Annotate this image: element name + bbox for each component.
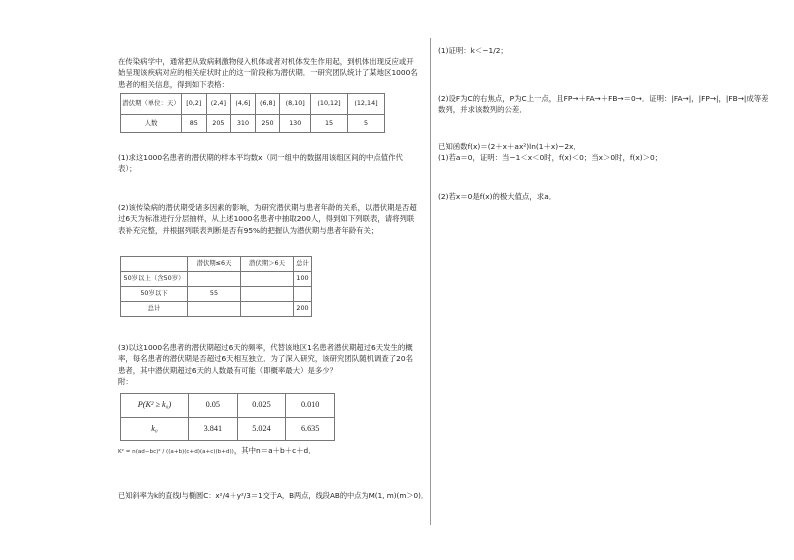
incubation-header-cell: [0,2] bbox=[182, 94, 207, 115]
contingency-cell: 55 bbox=[188, 287, 241, 302]
critical-value-cell: 3.841 bbox=[189, 418, 238, 441]
question-2-text: (2)该传染病的潜伏期受诸多因素的影响，为研究潜伏期与患者年龄的关系，以潜伏期是否超过6天为标准进行分层抽样，从上述1000名患者中抽取200人，得到如下列联表，请将列联表补充完整，并根据列联表判断是否有95%的把握认为潜伏期与患者年龄有关； bbox=[118, 203, 417, 235]
question-3 bbox=[118, 342, 418, 388]
incubation-count-cell: 205 bbox=[206, 115, 231, 133]
critical-value-cell: k₀ bbox=[121, 418, 189, 441]
ellipse-part-1-text: (1)证明：k＜−1/2； bbox=[438, 46, 508, 55]
incubation-count-cell: 85 bbox=[182, 115, 207, 133]
incubation-count-cell: 15 bbox=[311, 115, 348, 133]
contingency-cell bbox=[294, 287, 312, 302]
intro-paragraph bbox=[118, 56, 418, 90]
contingency-header-cell: 潜伏期≤6天 bbox=[188, 257, 241, 272]
contingency-header-cell: 总计 bbox=[294, 257, 312, 272]
column-divider bbox=[430, 38, 431, 525]
contingency-cell bbox=[241, 287, 294, 302]
function-part-2-block bbox=[438, 191, 774, 202]
function-problem bbox=[438, 141, 774, 164]
incubation-header-cell: (4,6] bbox=[231, 94, 256, 115]
contingency-header-cell bbox=[121, 257, 188, 272]
k-squared-formula bbox=[118, 445, 418, 457]
k-squared-fraction: K² = n(ad−bc)² / ((a+b)(c+d)(a+c)(b+d)) bbox=[118, 449, 234, 455]
critical-header-cell: 0.025 bbox=[237, 394, 286, 418]
ellipse-part-2 bbox=[438, 93, 774, 116]
contingency-cell: 50岁以上（含50岁） bbox=[121, 272, 188, 287]
n-definition: ，其中n＝a＋b＋c＋d． bbox=[233, 446, 316, 455]
ellipse-part-1 bbox=[438, 45, 768, 56]
incubation-header-cell: (8,10] bbox=[280, 94, 311, 115]
incubation-count-cell: 5 bbox=[348, 115, 385, 133]
critical-header-cell: 0.05 bbox=[189, 394, 238, 418]
contingency-cell bbox=[188, 272, 241, 287]
contingency-row bbox=[121, 302, 312, 317]
intro-text: 在传染病学中，通常把从致病刺激物侵入机体或者对机体发生作用起，到机体出现反应或开始呈现该疾病对应的相关症状时止的这一阶段称为潜伏期．一研究团队统计了某地区1000名患者的相关信息，得到如下表格： bbox=[118, 57, 418, 89]
contingency-cell bbox=[241, 272, 294, 287]
contingency-cell: 100 bbox=[294, 272, 312, 287]
contingency-cell bbox=[241, 302, 294, 317]
contingency-cell: 总计 bbox=[121, 302, 188, 317]
contingency-header-cell: 潜伏期＞6天 bbox=[241, 257, 294, 272]
incubation-count-cell: 人数 bbox=[121, 115, 182, 133]
incubation-header-cell: 潜伏期（单位：天） bbox=[121, 94, 182, 115]
ellipse-part-2-text: (2)设F为C的右焦点，P为C上一点，且FP→＋FA→＋FB→＝0→．证明：|FA→|，|FP→|，|FB→|成等差数列，并求该数列的公差． bbox=[438, 94, 769, 115]
incubation-header-cell: (2,4] bbox=[206, 94, 231, 115]
ellipse-problem-text: 已知斜率为k的直线l与椭圆C：x²/4＋y²/3＝1交于A，B两点，线段AB的中点为M(1, m)(m＞0)． bbox=[118, 491, 429, 500]
contingency-header-row bbox=[121, 257, 312, 272]
contingency-cell: 50岁以下 bbox=[121, 287, 188, 302]
contingency-cell bbox=[188, 302, 241, 317]
critical-header-cell: P(K² ≥ k₀) bbox=[121, 394, 189, 418]
question-1-text: (1)求这1000名患者的潜伏期的样本平均数x（同一组中的数据用该组区间的中点值作代表）； bbox=[118, 153, 403, 174]
question-1 bbox=[118, 152, 418, 175]
appendix-label: 附： bbox=[118, 377, 133, 387]
incubation-header-cell: (12,14] bbox=[348, 94, 385, 115]
critical-value-cell: 6.635 bbox=[286, 418, 335, 441]
incubation-count-cell: 130 bbox=[280, 115, 311, 133]
critical-value-cell: 5.024 bbox=[237, 418, 286, 441]
incubation-table bbox=[120, 93, 385, 133]
function-part-2: (2)若x＝0是f(x)的极大值点，求a． bbox=[438, 192, 557, 201]
ellipse-problem bbox=[118, 490, 436, 501]
incubation-count-cell: 250 bbox=[255, 115, 280, 133]
critical-header-cell: 0.010 bbox=[286, 394, 335, 418]
critical-value-row bbox=[121, 418, 335, 441]
incubation-count-row bbox=[121, 115, 385, 133]
critical-value-table bbox=[120, 393, 335, 441]
contingency-row bbox=[121, 287, 312, 302]
function-part-1: (1)若a＝0，证明：当−1＜x＜0时，f(x)＜0；当x＞0时，f(x)＞0； bbox=[438, 153, 663, 163]
incubation-header-row bbox=[121, 94, 385, 115]
incubation-header-cell: (6,8] bbox=[255, 94, 280, 115]
function-definition: 已知函数f(x)＝(2＋x＋ax²)ln(1＋x)−2x． bbox=[438, 142, 581, 151]
incubation-header-cell: (10,12] bbox=[311, 94, 348, 115]
contingency-cell: 200 bbox=[294, 302, 312, 317]
contingency-row bbox=[121, 272, 312, 287]
question-3-text: (3)以这1000名患者的潜伏期超过6天的频率，代替该地区1名患者潜伏期超过6天发生的概率，每名患者的潜伏期是否超过6天相互独立．为了深入研究，该研究团队随机调查了20名患者，其中潜伏期超过6天的人数最有可能（即概率最大）是多少？ bbox=[118, 343, 413, 375]
critical-header-row bbox=[121, 394, 335, 418]
contingency-table bbox=[120, 256, 312, 317]
incubation-count-cell: 310 bbox=[231, 115, 256, 133]
question-2 bbox=[118, 202, 418, 236]
